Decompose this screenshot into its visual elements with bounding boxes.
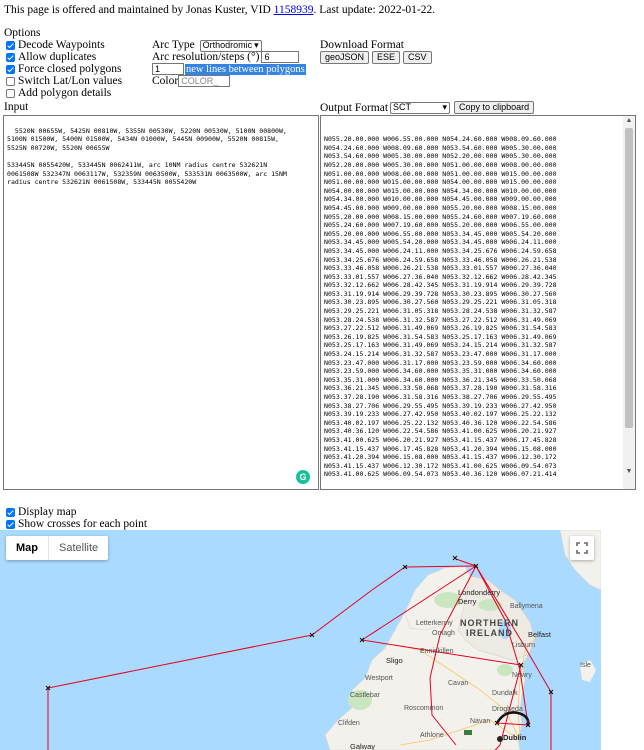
map-label-castlebar: Castlebar	[350, 692, 380, 699]
output-format-select[interactable]	[390, 102, 450, 114]
map-view[interactable]	[0, 530, 601, 750]
output-line: N053.23.59.000 W006.34.60.000 N053.35.31.000 W006.34.60.000	[324, 367, 557, 376]
map-label-lisburn: Lisburn	[512, 642, 535, 649]
vid-link[interactable]: 1158939	[273, 4, 314, 16]
output-line: N053.54.60.000 W005.30.00.000 N052.20.00.000 W005.30.00.000	[324, 152, 557, 161]
map-label-ballymena: Ballymena	[510, 603, 543, 610]
polygon-details-label: Add polygon details	[18, 87, 112, 99]
arc-type-label: Arc Type	[152, 39, 195, 51]
fullscreen-icon	[570, 536, 594, 560]
map-label-derry: Derry	[458, 597, 477, 606]
output-line: N053.31.19.914 W006.29.39.728 N053.30.23.895 W006.30.27.560	[324, 289, 557, 298]
map-tab-map[interactable]: Map	[16, 542, 38, 554]
output-line: N054.00.00.000 W015.00.00.000 N054.34.00.000 W010.00.00.000	[324, 186, 557, 195]
output-line: N053.28.24.538 W006.31.32.587 N053.27.22.512 W006.31.49.069	[324, 315, 557, 324]
output-line: N053.32.12.662 W006.28.42.345 N053.31.19.914 W006.29.39.728	[324, 281, 557, 290]
map-label-athlone: Athlone	[420, 732, 444, 739]
output-line: N053.37.28.190 W006.31.58.316 N053.38.27.706 W006.29.55.495	[324, 393, 557, 401]
output-line: N053.25.17.163 W006.31.49.069 N053.24.15.214 W006.31.32.587	[324, 341, 557, 350]
output-line: N053.24.15.214 W006.31.32.587 N053.23.47.000 W006.31.17.000	[324, 350, 557, 359]
output-line: N053.41.15.437 W006.17.45.828 N053.41.20.394 W006.15.08.000	[324, 444, 557, 453]
output-scrollbar[interactable]	[623, 116, 635, 489]
color-label: Color	[152, 75, 179, 87]
switch-latlon-option[interactable]	[4, 75, 122, 87]
output-line: N055.20.00.000 W006.55.00.000 N054.24.60.000 W008.09.60.000	[324, 135, 557, 144]
map-label-isle: Isle	[580, 662, 591, 669]
output-line: N053.34.45.000 W005.54.20.000 N053.34.45.000 W006.24.11.000	[324, 238, 557, 247]
output-line: N053.41.15.437 W006.12.30.172 N053.41.00.625 W006.09.54.073	[324, 461, 557, 470]
header-suffix: . Last update: 2022-01-22.	[313, 4, 436, 16]
output-lines	[324, 135, 621, 479]
map-canvas	[0, 530, 601, 750]
output-line: N053.40.36.120 W006.22.54.586 N053.41.00.625 W006.20.21.927	[324, 427, 557, 436]
grammarly-icon[interactable]: G	[296, 470, 310, 484]
output-line: N053.29.25.221 W006.31.05.318 N053.28.24.538 W006.31.32.587	[324, 307, 557, 316]
map-tab-satellite[interactable]: Satellite	[48, 536, 108, 560]
output-line: N053.33.01.557 W006.27.36.040 N053.32.12.662 W006.28.42.345	[324, 272, 557, 281]
download-format-title: Download Format	[320, 39, 405, 51]
options-checkboxes	[4, 39, 122, 99]
output-format-row	[320, 101, 534, 114]
new-lines-label: new lines between polygons	[186, 63, 305, 75]
output-line: N053.26.19.825 W006.31.54.583 N053.25.17.163 W006.31.49.069	[324, 332, 557, 341]
decode-waypoints-checkbox[interactable]	[6, 41, 15, 50]
map-label-westport: Westport	[365, 675, 393, 682]
copy-to-clipboard-button[interactable]: Copy to clipboard	[454, 101, 534, 114]
show-crosses-option[interactable]	[4, 518, 147, 530]
output-line: N054.45.00.000 W009.00.00.000 N055.20.00.000 W008.15.00.000	[324, 203, 557, 212]
map-type-control	[6, 536, 108, 560]
polygon-details-option[interactable]	[4, 87, 122, 99]
map-label-belfast: Belfast	[528, 630, 551, 639]
map-label-clifden: Clifden	[338, 720, 360, 727]
output-line: N053.34.45.000 W006.24.11.000 N053.34.25.676 W006.24.59.658	[324, 246, 557, 255]
arc-resolution-row	[152, 51, 299, 63]
map-label-omagh: Omagh	[432, 630, 455, 637]
output-format-label: Output Format	[320, 101, 389, 114]
fullscreen-button[interactable]	[570, 536, 594, 560]
download-buttons	[320, 51, 432, 64]
arc-type-select[interactable]	[200, 40, 262, 52]
scroll-down-icon[interactable]: ▼	[625, 467, 633, 475]
allow-duplicates-option[interactable]	[4, 51, 122, 63]
map-label-ireland: IRELAND	[466, 628, 513, 638]
output-line: N053.34.25.676 W006.24.59.658 N053.33.46.058 W006.26.21.538	[324, 255, 557, 264]
output-line: N054.34.00.000 W010.00.00.000 N054.45.00.000 W009.00.00.000	[324, 195, 557, 204]
output-format-value: SCT	[393, 102, 412, 112]
map-label-dublin: Dublin	[503, 733, 527, 742]
header-text	[4, 4, 435, 16]
arc-type-row	[152, 39, 262, 52]
output-line: N053.41.00.625 W006.20.21.927 N053.41.15.437 W006.17.45.828	[324, 435, 557, 444]
map-label-drogheda: Drogheda	[492, 706, 523, 713]
force-closed-option[interactable]	[4, 63, 122, 75]
display-map-checkbox[interactable]	[6, 508, 15, 517]
force-closed-checkbox[interactable]	[6, 65, 15, 74]
output-scrollbar-thumb[interactable]	[625, 128, 633, 428]
map-label-northern: NORTHERN	[460, 618, 519, 628]
color-row	[152, 75, 230, 87]
output-line: N053.33.46.058 W006.26.21.538 N053.33.01.557 W006.27.36.040	[324, 264, 557, 273]
output-textarea[interactable]	[320, 115, 636, 490]
map-label-londonderry: Londonderry	[458, 588, 501, 597]
map-label-navan: Navan	[470, 718, 491, 725]
output-line: N053.36.21.345 W006.33.50.068 N053.37.28.190 W006.31.58.316	[324, 384, 557, 393]
output-line: N053.38.27.706 W006.29.55.495 N053.39.19.233 W006.27.42.950	[324, 401, 557, 410]
decode-waypoints-option[interactable]	[4, 39, 122, 51]
map-label-cavan: Cavan	[448, 680, 469, 687]
map-label-newry: Newry	[512, 672, 532, 679]
scroll-up-icon[interactable]: ▲	[625, 116, 633, 124]
output-line: N054.24.60.000 W008.09.60.000 N053.54.60.000 W005.30.00.000	[324, 143, 557, 152]
output-line: N053.30.23.895 W006.30.27.560 N053.29.25.221 W006.31.05.318	[324, 298, 557, 307]
new-lines-input[interactable]: 1	[152, 63, 184, 75]
map-label-letterkenny: Letterkenny	[416, 620, 453, 627]
chevron-down-icon: ▾	[254, 40, 259, 50]
output-line: N053.41.20.394 W006.15.08.000 N053.41.15.437 W006.12.30.172	[324, 453, 557, 462]
map-label-sligo: Sligo	[386, 656, 403, 665]
map-label-roscommon: Roscommon	[404, 705, 444, 712]
output-line: N055.20.00.000 W008.15.00.000 N055.24.60.000 W007.19.60.000	[324, 212, 557, 221]
output-line: N051.00.00.000 W015.00.00.000 N054.00.00.000 W015.00.00.000	[324, 178, 557, 187]
show-crosses-checkbox[interactable]	[6, 520, 15, 529]
output-line: N055.20.00.000 W006.55.00.000 N053.34.45.000 W005.54.20.000	[324, 229, 557, 238]
color-input[interactable]: COLOR_	[178, 75, 230, 87]
output-line: N053.27.22.512 W006.31.49.069 N053.26.19.825 W006.31.54.583	[324, 324, 557, 333]
output-line: N053.35.31.000 W006.34.60.000 N053.36.21.345 W006.33.50.068	[324, 375, 557, 384]
decode-waypoints-label: Decode Waypoints	[18, 39, 105, 51]
display-map-label: Display map	[18, 506, 77, 518]
show-crosses-label: Show crosses for each point	[18, 518, 148, 530]
switch-latlon-checkbox[interactable]	[6, 77, 15, 86]
force-closed-label: Force closed polygons	[18, 63, 122, 75]
map-label-enniskillen: Enniskillen	[420, 648, 454, 655]
map-options	[4, 506, 147, 530]
output-line: N053.41.00.625 W006.09.54.073 N053.40.36.120 W006.07.21.414	[324, 470, 557, 479]
display-map-option[interactable]	[4, 506, 147, 518]
switch-latlon-label: Switch Lat/Lon values	[18, 75, 123, 87]
new-lines-row	[152, 63, 306, 75]
arc-type-value: Orthodromic	[202, 40, 253, 50]
header-prefix: This page is offered and maintained by Jonas Kuster, VID	[4, 4, 274, 16]
output-line: N051.00.00.000 W008.00.00.000 N051.00.00.000 W015.00.00.000	[324, 169, 557, 178]
output-line: N053.40.02.197 W006.25.22.132 N053.40.36.120 W006.22.54.586	[324, 418, 557, 427]
input-text: 5520N 00655W, 5425N 00810W, 5355N 00530W, 5220N 00530W, 5100N 00800W, 5100N 01500W, 5400N 01500W, 5434N 01000W, 5445N 00900W, 5520N 00815W, 5525N 00720W, 5520N 00655W 533445N 0055420W, 533445N 0062411W, arc 10NM radius centre 532621N 0061508W 532347N 0063117W, 532359N 0063500W, 533531N 0063500W, arc 15NM radius centre 532621N 0061508W, 533445N 0055420W	[7, 126, 287, 187]
allow-duplicates-checkbox[interactable]	[6, 53, 15, 62]
download-geojson-button[interactable]: geoJSON	[320, 51, 369, 64]
output-line: N053.39.19.233 W006.27.42.950 N053.40.02.197 W006.25.22.132	[324, 410, 557, 419]
output-line: N053.23.47.000 W006.31.17.000 N053.23.59.000 W006.34.60.000	[324, 358, 557, 367]
road-shield-icon	[464, 730, 472, 735]
arc-resolution-input[interactable]: 6	[261, 51, 299, 63]
output-line: N055.24.60.000 W007.19.60.000 N055.20.00.000 W006.55.00.000	[324, 221, 557, 230]
map-label-galway: Galway	[350, 742, 376, 750]
chevron-down-icon: ▾	[442, 102, 448, 112]
options-title: Options	[4, 27, 41, 39]
map-label-dundalk: Dundalk	[492, 690, 518, 697]
arc-resolution-label: Arc resolution/steps (°)	[152, 51, 260, 63]
output-line: N052.20.00.000 W005.30.00.000 N051.00.00.000 W008.00.00.000	[324, 160, 557, 169]
input-label: Input	[4, 101, 29, 113]
allow-duplicates-label: Allow duplicates	[18, 51, 97, 63]
download-ese-button[interactable]: ESE	[372, 51, 400, 64]
polygon-details-checkbox[interactable]	[6, 89, 15, 98]
input-textarea[interactable]	[3, 115, 319, 490]
download-csv-button[interactable]: CSV	[403, 51, 432, 64]
